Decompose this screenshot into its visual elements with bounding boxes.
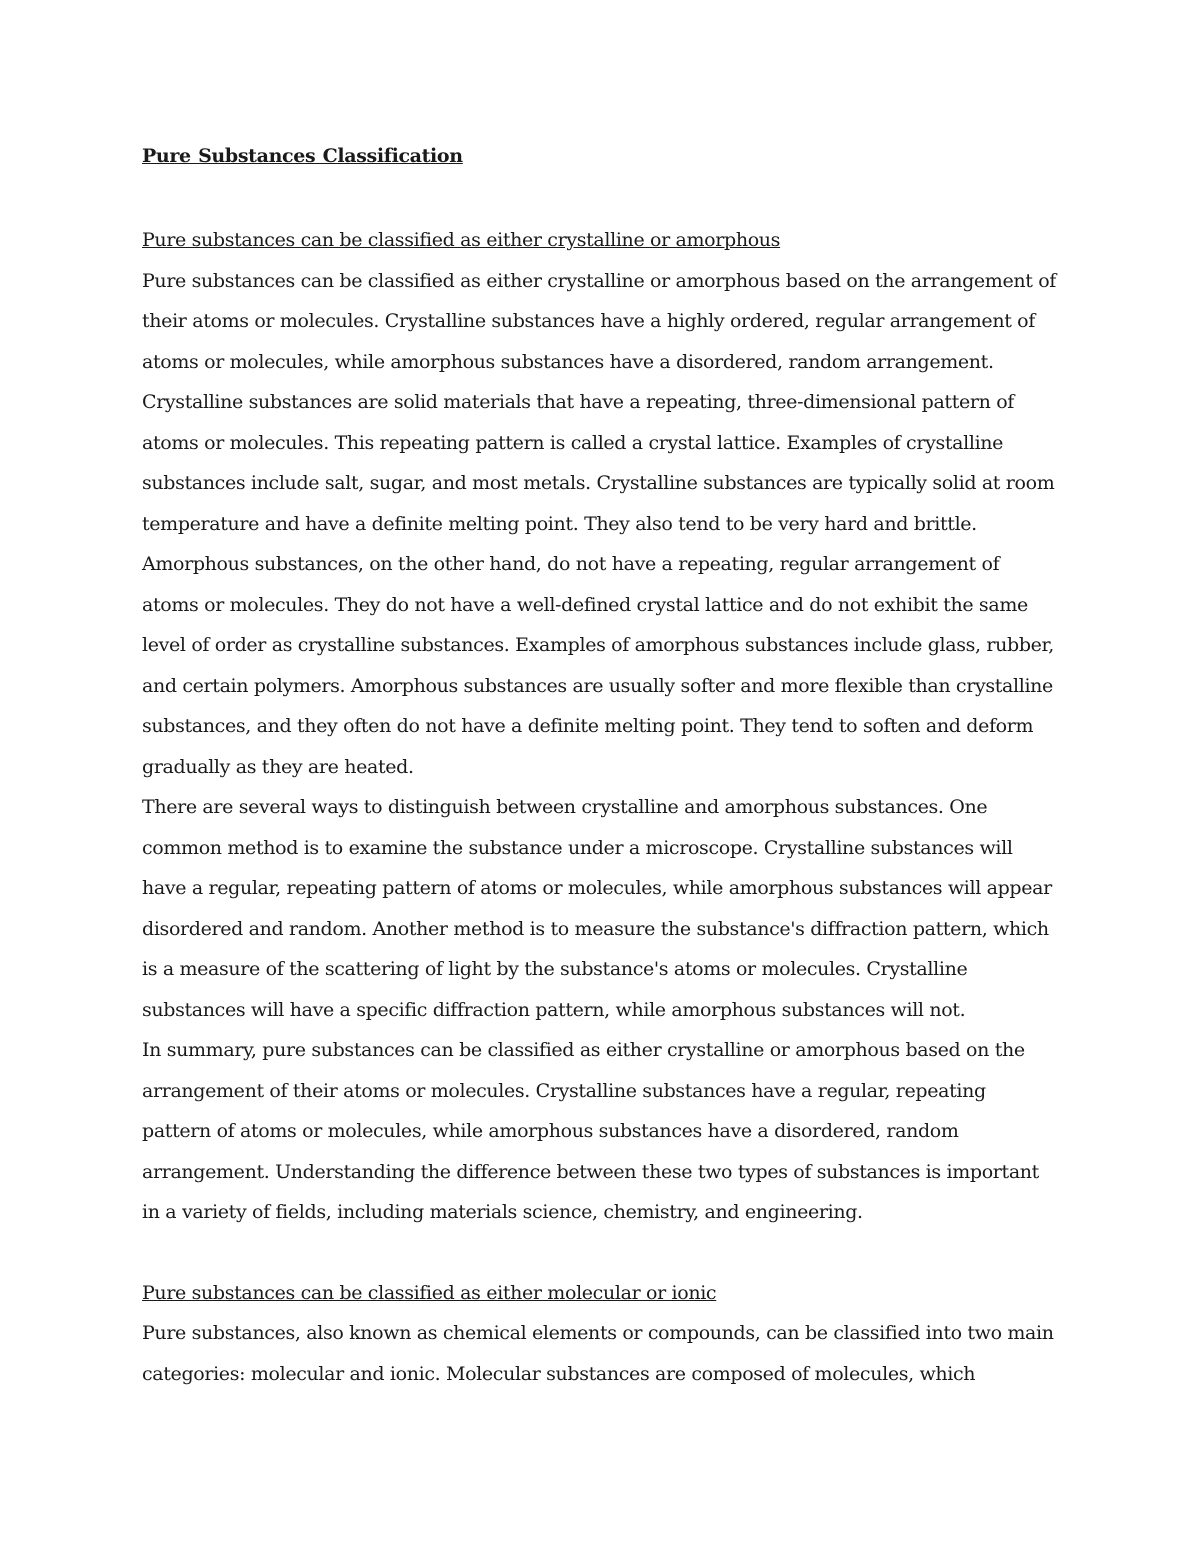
paragraph: There are several ways to distinguish between crystalline and amorphous substances. One common method is to examine the substance under a microscope. Crystalline substances will have a regular, repeating pattern of atoms or molecules, while amorphous substances will appear disordered and random. Another method is to measure the substance's diffraction pattern, which is a measure of the scattering of light by the substance's atoms or molecules. Crystalline substances will have a specific diffraction pattern, while amorphous substances will not.	[142, 796, 1052, 1021]
paragraph: Pure substances, also known as chemical elements or compounds, can be classified into two main categories: molecular and ionic. Molecular substances are composed of molecules, which	[142, 1322, 1054, 1385]
paragraph: In summary, pure substances can be classified as either crystalline or amorphous based on the arrangement of their atoms or molecules. Crystalline substances have a regular, repeating pattern of atoms or molecules, while amorphous substances have a disordered, random arrangement. Understanding the difference between these two types of substances is important in a variety of fields, including materials science, chemistry, and engineering.	[142, 1039, 1039, 1223]
paragraph: Crystalline substances are solid materials that have a repeating, three-dimensional pattern of atoms or molecules. This repeating pattern is called a crystal lattice. Examples of crystalline substances include salt, sugar, and most metals. Crystalline substances are typically solid at room temperature and have a definite melting point. They also tend to be very hard and brittle.	[142, 391, 1055, 535]
section-molecular-ionic	[142, 1273, 1058, 1395]
section-heading: Pure substances can be classified as either crystalline or amorphous	[142, 229, 781, 251]
title-spacer	[142, 172, 1058, 220]
paragraph: Amorphous substances, on the other hand, do not have a repeating, regular arrangement of atoms or molecules. They do not have a well-defined crystal lattice and do not exhibit the same level of order as crystalline substances. Examples of amorphous substances include glass, rubber, and certain polymers. Amorphous substances are usually softer and more flexible than crystalline substances, and they often do not have a definite melting point. They tend to soften and deform gradually as they are heated.	[142, 553, 1054, 778]
section-crystalline-amorphous	[142, 220, 1058, 1233]
document-body	[142, 140, 1058, 1394]
section-spacer	[142, 1233, 1058, 1273]
section-heading: Pure substances can be classified as either molecular or ionic	[142, 1281, 717, 1304]
document-title: Pure Substances Classification	[142, 145, 463, 167]
paragraph: Pure substances can be classified as either crystalline or amorphous based on the arrangement of their atoms or molecules. Crystalline substances have a highly ordered, regular arrangement of atoms or molecules, while amorphous substances have a disordered, random arrangement.	[142, 269, 1056, 373]
